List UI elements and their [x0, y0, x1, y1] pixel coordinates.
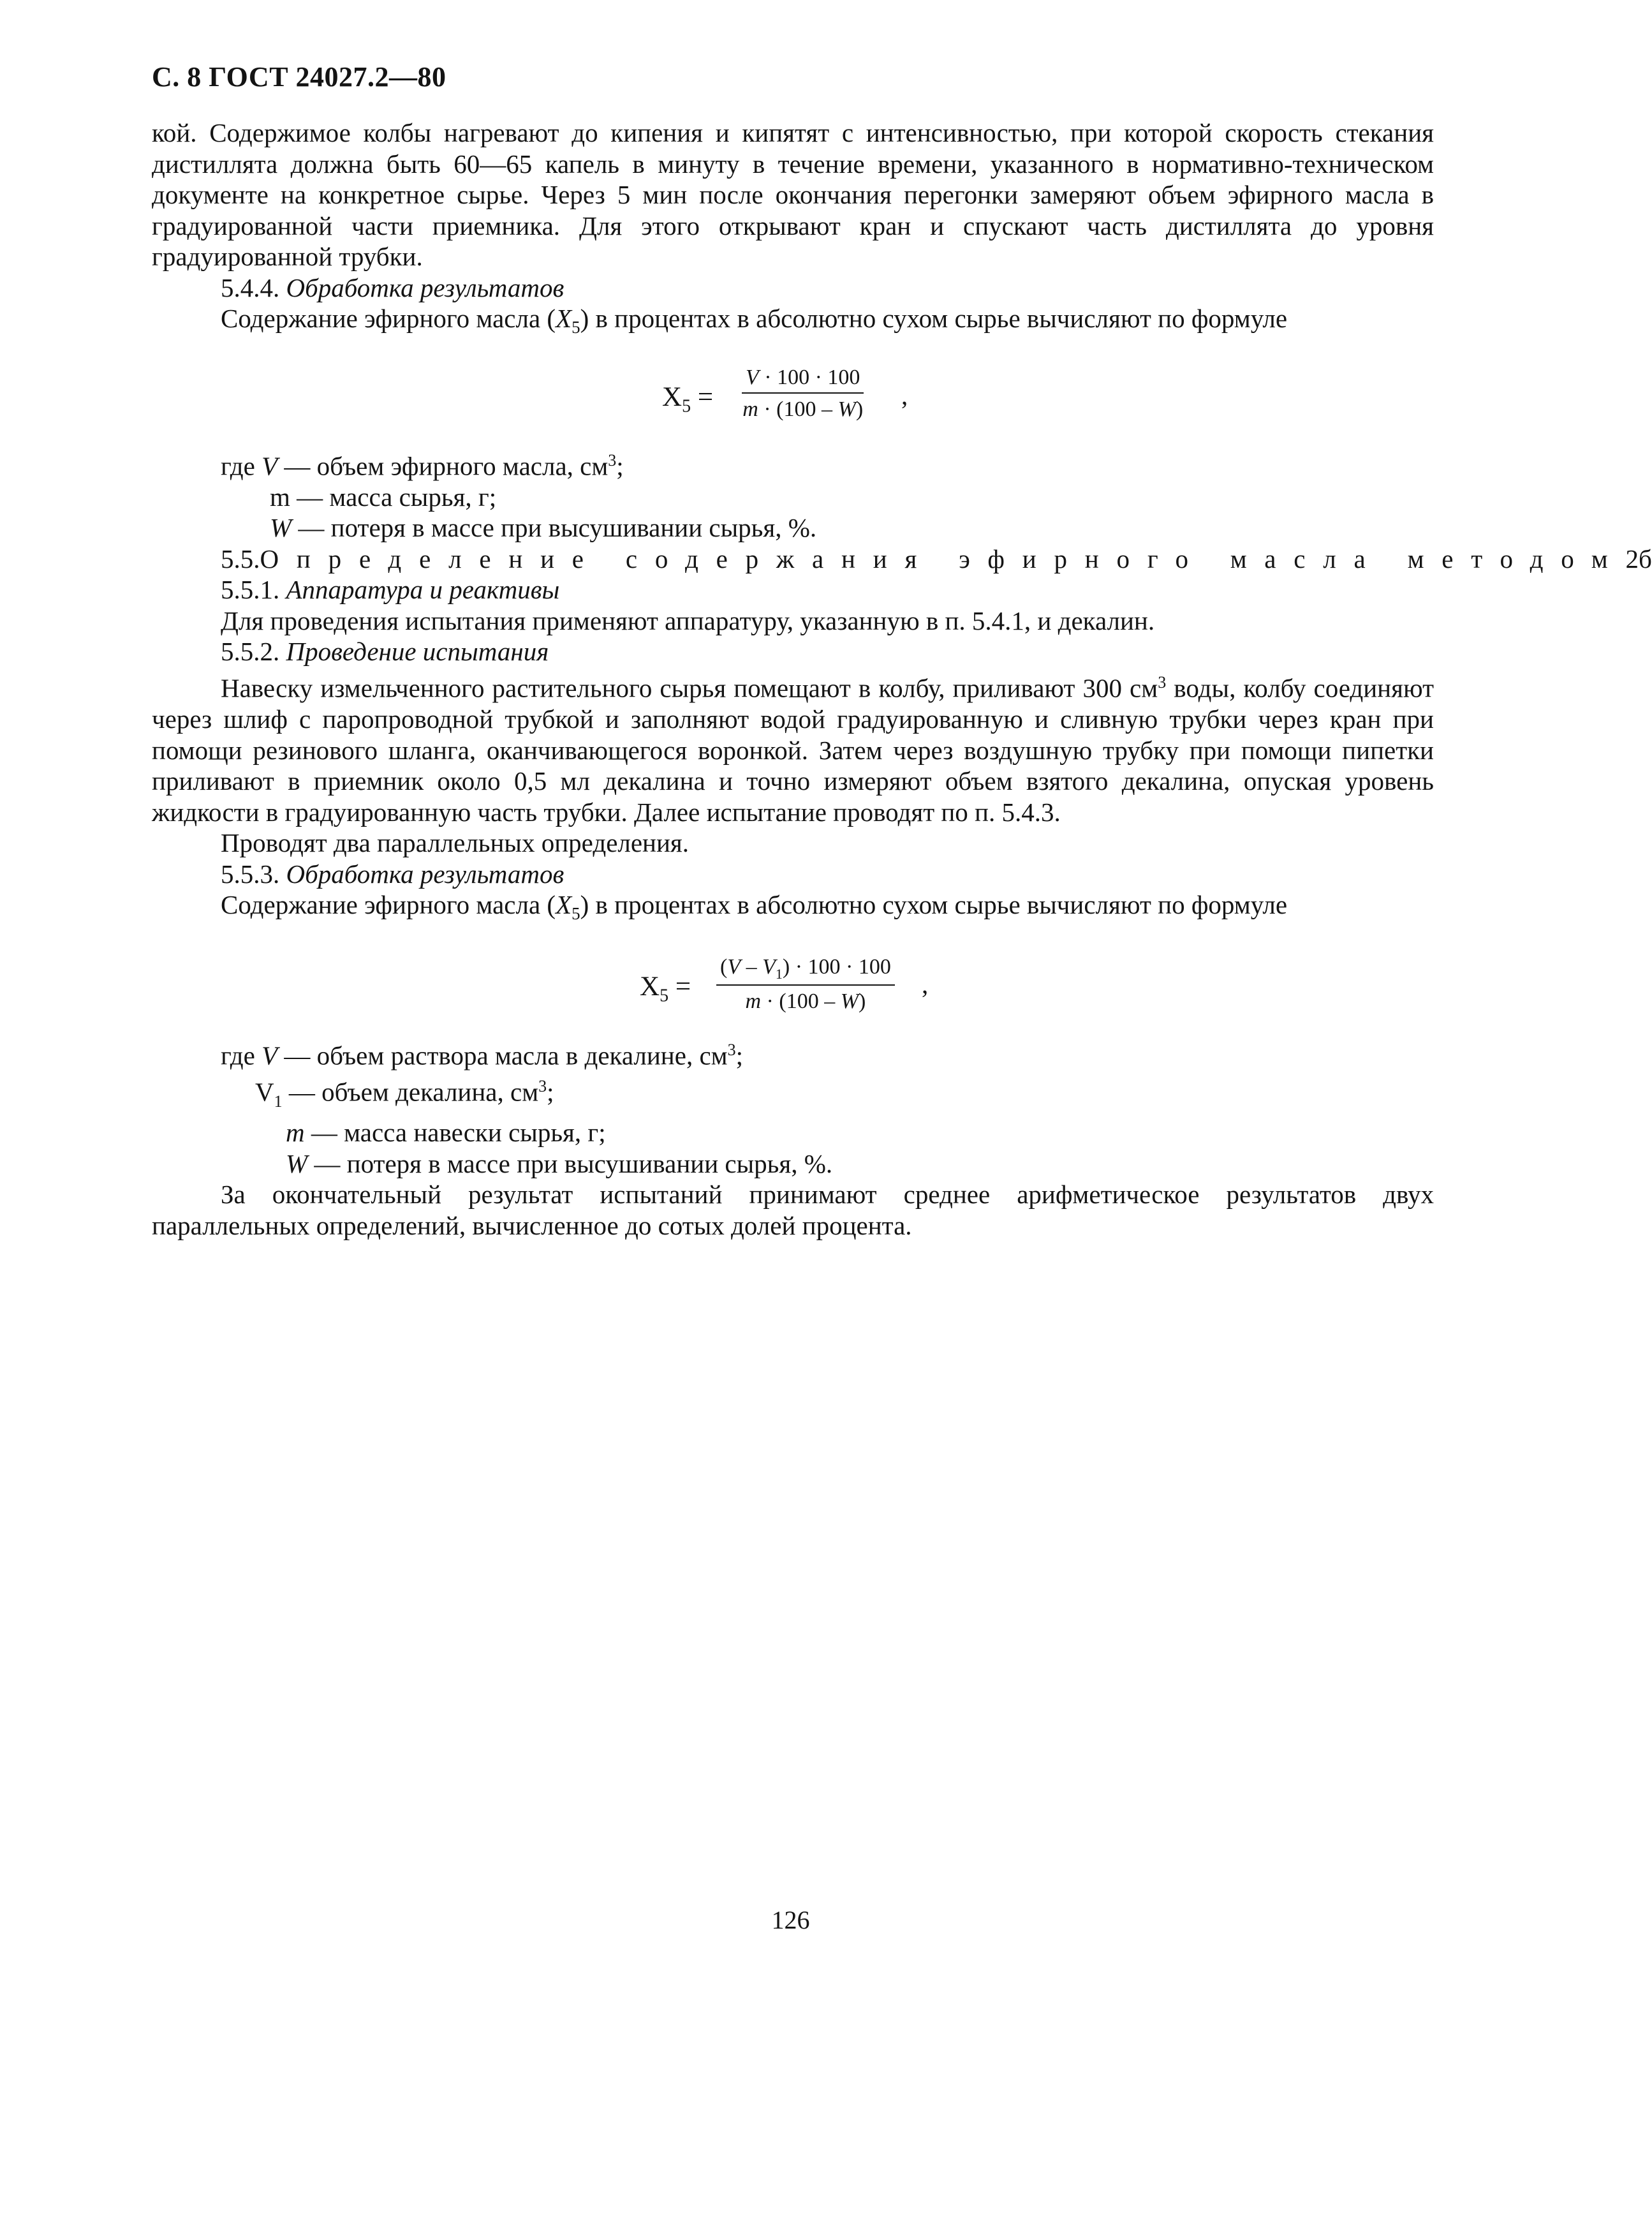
section-number: 5.5.	[221, 544, 260, 574]
section-title: Обработка результатов	[286, 272, 564, 302]
section-5-5-2-text2: Проводят два параллельных определения.	[221, 828, 690, 857]
formula-lhs: $X_5$ =	[640, 971, 691, 1006]
section-method: 2б	[1625, 544, 1652, 574]
definition-line: $V_1$ — объем декалина, $см^3$;	[255, 1076, 554, 1111]
formula-comma: ,	[922, 969, 929, 999]
section-5-5-1-text: Для проведения испытания применяют аппаратуру, указанную в п. 5.4.1, и декалин.	[221, 605, 1155, 635]
formula-intro-1: Содержание эфирного масла $(X_5)$ в процентах в абсолютно сухом сырье вычисляют по формуле	[221, 304, 1288, 337]
section-number: 5.5.1.	[221, 575, 280, 605]
formula-denominator: m · (100 – W)	[745, 989, 866, 1014]
section-number: 5.5.3.	[221, 859, 280, 889]
page-header: С. 8 ГОСТ 24027.2—80	[152, 61, 446, 93]
formula-fraction	[716, 955, 895, 1014]
formula-numerator: $(V - V_1) \cdot 100 \cdot 100$	[716, 955, 895, 986]
formula-numerator: V · 100 · 100	[742, 366, 864, 394]
definition-line: где V — объем эфирного масла, $см^3$;	[221, 450, 624, 481]
page-number: 126	[771, 1906, 810, 1934]
formula-denominator: m · (100 – W)	[742, 397, 864, 421]
formula-comma: ,	[901, 380, 908, 410]
section-5-5-1-heading	[152, 574, 1434, 605]
formula-lhs: $X_5$ =	[662, 382, 714, 417]
section-5-5-2-heading	[152, 636, 1434, 667]
section-number: 5.5.2.	[221, 637, 280, 667]
formula-intro-2: Содержание эфирного масла $(X_5)$ в процентах в абсолютно сухом сырье вычисляют по формуле	[221, 890, 1288, 924]
section-5-5-2-text: Навеску измельченного растительного сырья помещают в колбу, приливают 300 $см^3$ воды, колбу соединяют через шлиф с паропроводной трубкой и заполняют водой градуированную и сливную трубки через кран при помощи резинового шланга, оканчивающегося воронкой. Затем через воздушную трубку при помощи пипетки приливают в приемник около 0,5 мл декалина и точно измеряют объем взятого декалина, опуская уровень жидкости в градуированную часть трубки. Далее испытание проводят по п. 5.4.3.	[152, 672, 1434, 827]
section-5-5-3-heading	[152, 859, 1434, 890]
definition-line: W — потеря в массе при высушивании сырья, %.	[270, 513, 817, 543]
formula-fraction	[742, 366, 864, 422]
intro-paragraph: кой. Содержимое колбы нагревают до кипения и кипятят с интенсивностью, при которой скорость стекания дистиллята должна быть 60—65 капель в минуту в течение времени, указанного в нормативно-техническом документе на конкретное сырье. Через 5 мин после окончания перегонки замеряют объем эфирного масла в градуированной части приемника. Для этого открывают кран и спускают часть дистиллята до уровня градуированной трубки.	[152, 118, 1434, 271]
section-title: Проведение испытания	[286, 637, 549, 667]
definitions-1	[152, 445, 1434, 544]
definition-line: m — масса сырья, г;	[270, 482, 497, 512]
conclusion-paragraph: За окончательный результат испытаний принимают среднее арифметическое результатов двух параллельных определений, вычисленное до сотых долей процента.	[152, 1180, 1434, 1240]
formula-2	[152, 930, 1434, 1035]
section-title: Аппаратура и реактивы	[286, 575, 560, 605]
section-number: 5.4.4.	[221, 272, 280, 302]
definition-line: W — потеря в массе при высушивании сырья, %.	[286, 1148, 833, 1178]
section-5-5-heading	[152, 544, 1652, 575]
section-title: Обработка результатов	[286, 859, 564, 889]
document-page	[152, 61, 1652, 1241]
definitions-2	[152, 1035, 1434, 1180]
section-title: Определение содержания эфирного масла методом	[260, 544, 1626, 574]
section-5-4-4-heading	[152, 272, 1434, 304]
definition-line: где V — объем раствора масла в декалине, $см^3$;	[221, 1040, 743, 1071]
definition-line: m — масса навески сырья, г;	[286, 1118, 606, 1148]
formula-1	[152, 343, 1434, 445]
